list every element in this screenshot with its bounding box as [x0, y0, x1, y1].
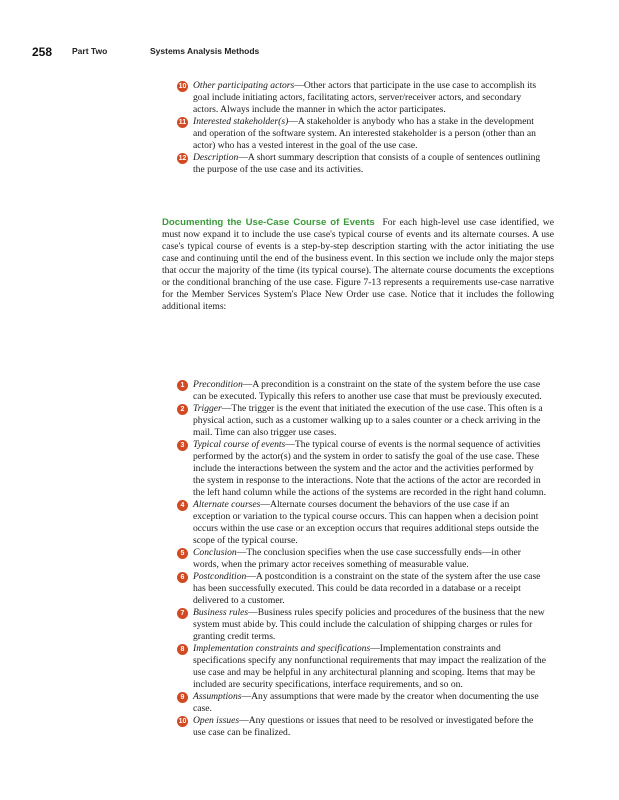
list-item — [177, 607, 547, 643]
list-item — [177, 152, 547, 176]
additional-items-list — [177, 379, 547, 739]
top-item-list — [177, 80, 547, 176]
item-text: —Any questions or issues that need to be resolved or investigated before the use case can be finalized. — [193, 715, 534, 738]
item-term: Open issues — [193, 715, 240, 726]
list-item — [177, 439, 547, 499]
item-text: —Any assumptions that were made by the creator when documenting the use case. — [193, 691, 539, 714]
running-header — [32, 45, 579, 59]
list-item — [177, 571, 547, 607]
item-text: —Implementation constraints and specifications specify any nonfunctional requirements that may impact the realization of the use case and may be helpful in any architectural planning and scoping. Items that may be included are security specifications, interface requirements, and so on. — [193, 643, 546, 690]
list-item — [177, 691, 547, 715]
section-heading: Documenting the Use-Case Course of Events — [162, 217, 375, 228]
number-badge: 3 — [177, 440, 188, 451]
item-text: —Business rules specify policies and procedures of the business that the new system must abide by. This could include the calculation of shipping charges or rules for granting credit terms. — [193, 607, 545, 642]
number-badge: 11 — [178, 119, 187, 126]
list-item — [177, 643, 547, 691]
number-badge: 2 — [177, 404, 188, 415]
page-number: 258 — [32, 45, 53, 59]
item-term: Alternate courses — [193, 499, 261, 510]
item-text: —The typical course of events is the normal sequence of activities performed by the actor(s) and the system in order to satisfy the goal of the use case. These include the interactions between the system and the actor and the activities performed by the system in response to the interactions. Note that the actions of the actor are recorded in the left hand column while the actions of the systems are recorded in the right hand column. — [193, 439, 547, 498]
section-title: Systems Analysis Methods — [150, 46, 260, 56]
number-badge: 10 — [178, 718, 187, 725]
item-text: —A precondition is a constraint on the state of the system before the use case can be executed. Typically this refers to another use case that must be previously executed. — [193, 379, 542, 402]
list-item — [177, 80, 547, 116]
item-term: Assumptions — [193, 691, 242, 702]
number-badge: 5 — [177, 548, 188, 559]
item-term: Business rules — [193, 607, 249, 618]
item-text: —Alternate courses document the behaviors of the use case if an exception or variation to the typical course occurs. This can happen when a decision point occurs within the use case or an exception occurs that requires additional steps outside the scope of the typical course. — [193, 499, 539, 546]
list-item — [177, 547, 547, 571]
item-term: Other participating actors — [193, 80, 295, 91]
item-term: Implementation constraints and specifications — [193, 643, 371, 654]
item-text: —The conclusion specifies when the use case successfully ends—in other words, when the primary actor receives something of measurable value. — [193, 547, 521, 570]
list-item — [177, 499, 547, 547]
list-item — [177, 116, 547, 152]
number-badge: 4 — [177, 500, 188, 511]
item-term: Trigger — [193, 403, 222, 414]
number-badge: 10 — [178, 83, 187, 90]
item-text: —A stakeholder is anybody who has a stake in the development and operation of the software system. An interested stakeholder is a person (other than an actor) who has a vested interest in the goal of the use case. — [193, 116, 536, 151]
number-badge: 6 — [177, 572, 188, 583]
list-item — [177, 715, 547, 739]
item-term: Interested stakeholder(s) — [193, 116, 289, 127]
number-badge: 12 — [178, 155, 187, 162]
number-badge: 8 — [177, 644, 188, 655]
item-text: —The trigger is the event that initiated the execution of the use case. This often is a physical action, such as a customer walking up to a sales counter or a check arriving in the mail. Time can also trigger use cases. — [193, 403, 543, 438]
item-text: —A postcondition is a constraint on the state of the system after the use case has been successfully executed. This could be data recorded in a database or a receipt delivered to a customer. — [193, 571, 541, 606]
item-term: Precondition — [193, 379, 243, 390]
number-badge: 1 — [177, 380, 188, 391]
number-badge: 7 — [177, 608, 188, 619]
part-label: Part Two — [72, 46, 108, 56]
item-term: Conclusion — [193, 547, 237, 558]
list-item — [177, 403, 547, 439]
section-paragraph — [162, 217, 554, 313]
list-item — [177, 379, 547, 403]
section-body: For each high-level use case identified, we must now expand it to include the use case's typical course of events and its alternate courses. A use case's typical course of events is a step-by-step description starting with the actor initiating the use case and continuing until the end of the business event. In this section we include only the major steps that occur the majority of the time (its typical course). The alternate course documents the exceptions or the conditional branching of the use case. Figure 7-13 represents a requirements use-case narrative for the Member Services System's Place New Order use case. Notice that it includes the following additional items: — [162, 217, 554, 312]
item-term: Description — [193, 152, 239, 163]
item-text: —Other actors that participate in the use case to accomplish its goal include initiating actors, facilitating actors, server/receiver actors, and secondary actors. Always include the manner in which the actor participates. — [193, 80, 537, 115]
item-text: —A short summary description that consists of a couple of sentences outlining the purpose of the use case and its activities. — [193, 152, 541, 175]
number-badge: 9 — [177, 692, 188, 703]
item-term: Postcondition — [193, 571, 247, 582]
item-term: Typical course of events — [193, 439, 286, 450]
